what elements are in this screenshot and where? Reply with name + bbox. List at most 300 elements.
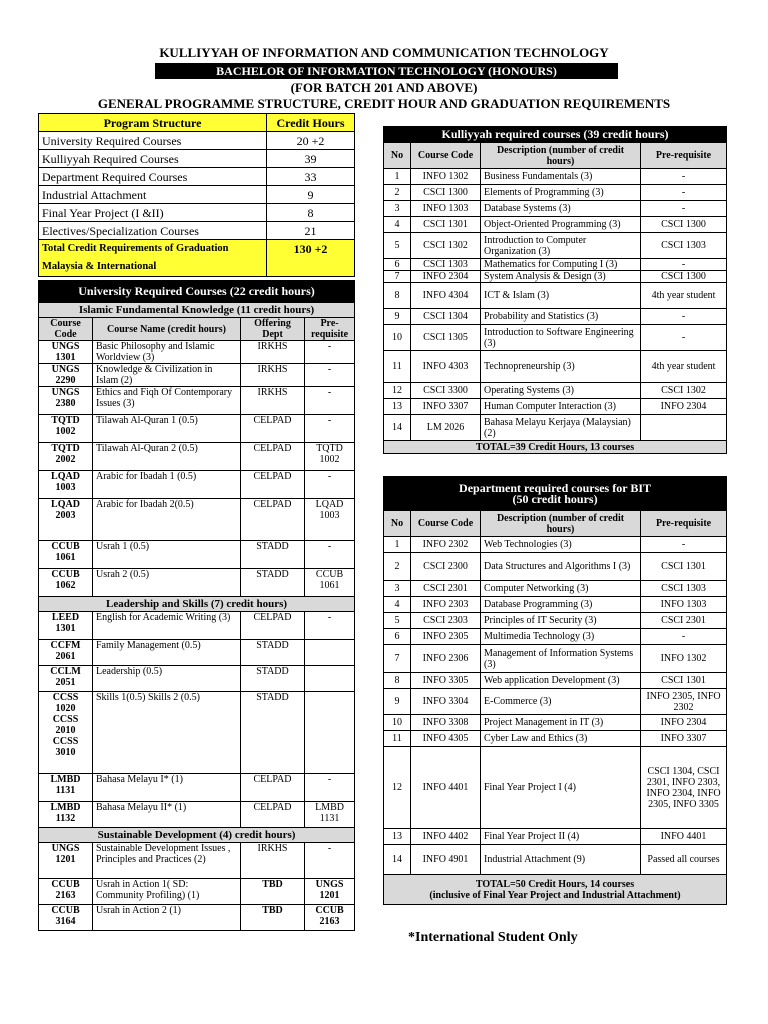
course-code: LMBD 1131	[39, 774, 93, 802]
prerequisite: CSCI 1301	[641, 673, 727, 689]
course-description: Business Fundamentals (3)	[481, 169, 641, 185]
course-description: Principles of IT Security (3)	[481, 613, 641, 629]
department-title-row	[384, 477, 727, 511]
prerequisite: -	[641, 537, 727, 553]
prerequisite: CCUB 2163	[305, 905, 355, 931]
row-number: 2	[384, 553, 411, 581]
course-description: Elements of Programming (3)	[481, 185, 641, 201]
prerequisite: INFO 2304	[641, 399, 727, 415]
course-name: Usrah 2 (0.5)	[93, 569, 241, 597]
row-number: 2	[384, 185, 411, 201]
course-code: INFO 2302	[411, 537, 481, 553]
row-number: 9	[384, 689, 411, 715]
row-number: 14	[384, 415, 411, 441]
course-description: Industrial Attachment (9)	[481, 845, 641, 875]
summary-label: Electives/Specialization Courses	[39, 222, 267, 240]
course-code: INFO 4901	[411, 845, 481, 875]
course-name: Ethics and Fiqh Of Contemporary Issues (3)	[93, 387, 241, 415]
prerequisite	[305, 640, 355, 666]
course-description: Bahasa Melayu Kerjaya (Malaysian) (2)	[481, 415, 641, 441]
col-prerequisite: Pre-requisite	[641, 143, 727, 169]
course-name: Usrah in Action 2 (1)	[93, 905, 241, 931]
prerequisite: INFO 2304	[641, 715, 727, 731]
course-name: Basic Philosophy and Islamic Worldview (3)	[93, 341, 241, 364]
prerequisite: UNGS 1201	[305, 879, 355, 905]
prerequisite: 4th year student	[641, 283, 727, 309]
table-row	[39, 569, 355, 597]
course-code: CSCI 1303	[411, 259, 481, 271]
table-row	[384, 383, 727, 399]
prerequisite: -	[641, 201, 727, 217]
row-number: 6	[384, 259, 411, 271]
summary-value: 39	[267, 150, 355, 168]
course-code: INFO 1302	[411, 169, 481, 185]
university-section-row	[39, 828, 355, 843]
course-name: Tilawah Al-Quran 2 (0.5)	[93, 443, 241, 471]
course-code: CSCI 2303	[411, 613, 481, 629]
course-name: Skills 1(0.5) Skills 2 (0.5)	[93, 692, 241, 774]
department-title-line1: Department required courses for BIT	[459, 480, 652, 495]
course-description: Operating Systems (3)	[481, 383, 641, 399]
summary-value: 9	[267, 186, 355, 204]
table-row	[384, 845, 727, 875]
col-prerequisite: Pre-requisite	[305, 318, 355, 341]
table-row	[384, 283, 727, 309]
prerequisite: CCUB 1061	[305, 569, 355, 597]
summary-label: Final Year Project (I &II)	[39, 204, 267, 222]
table-row	[384, 325, 727, 351]
offering-dept: CELPAD	[241, 612, 305, 640]
course-name: Arabic for Ibadah 2(0.5)	[93, 499, 241, 541]
table-row	[384, 537, 727, 553]
course-code: INFO 2304	[411, 271, 481, 283]
course-code: CSCI 2301	[411, 581, 481, 597]
prerequisite: -	[641, 259, 727, 271]
table-row	[39, 222, 355, 240]
prerequisite: 4th year student	[641, 351, 727, 383]
row-number: 9	[384, 309, 411, 325]
course-name: English for Academic Writing (3)	[93, 612, 241, 640]
prerequisite: -	[641, 629, 727, 645]
course-code: CCUB 1061	[39, 541, 93, 569]
prerequisite: -	[641, 185, 727, 201]
row-number: 7	[384, 271, 411, 283]
structure-title: GENERAL PROGRAMME STRUCTURE, CREDIT HOUR AND GRADUATION REQUIREMENTS	[97, 96, 671, 111]
summary-total-label-2: Malaysia & International	[42, 261, 157, 272]
international-student-note: *International Student Only	[408, 930, 578, 945]
offering-dept: IRKHS	[241, 341, 305, 364]
department-total-row	[384, 875, 727, 905]
course-description: Introduction to Software Engineering (3)	[481, 325, 641, 351]
table-row	[384, 715, 727, 731]
table-row	[384, 747, 727, 829]
offering-dept: CELPAD	[241, 802, 305, 828]
course-description: Web application Development (3)	[481, 673, 641, 689]
course-description: E-Commerce (3)	[481, 689, 641, 715]
prerequisite: -	[641, 325, 727, 351]
offering-dept: IRKHS	[241, 387, 305, 415]
course-code: CCFM 2061	[39, 640, 93, 666]
table-row	[39, 541, 355, 569]
course-code: CSCI 2300	[411, 553, 481, 581]
offering-dept: IRKHS	[241, 843, 305, 879]
offering-dept: STADD	[241, 692, 305, 774]
course-code: CCUB 3164	[39, 905, 93, 931]
course-code: LQAD 2003	[39, 499, 93, 541]
course-code: CSCI 1305	[411, 325, 481, 351]
course-description: Management of Information Systems (3)	[481, 645, 641, 673]
faculty-title: KULLIYYAH OF INFORMATION AND COMMUNICATION TECHNOLOGY	[159, 45, 609, 60]
prerequisite: -	[305, 843, 355, 879]
course-description: Human Computer Interaction (3)	[481, 399, 641, 415]
course-name: Knowledge & Civilization in Islam (2)	[93, 364, 241, 387]
course-code: INFO 3308	[411, 715, 481, 731]
prerequisite	[305, 666, 355, 692]
kulliyyah-courses-table	[383, 126, 727, 454]
summary-label: Industrial Attachment	[39, 186, 267, 204]
offering-dept: STADD	[241, 541, 305, 569]
course-code: TQTD 1002	[39, 415, 93, 443]
row-number: 10	[384, 715, 411, 731]
table-row	[384, 309, 727, 325]
table-row	[39, 387, 355, 415]
department-total-line1: TOTAL=50 Credit Hours, 14 courses	[475, 878, 635, 890]
row-number: 4	[384, 217, 411, 233]
course-name: Bahasa Melayu I* (1)	[93, 774, 241, 802]
course-code: CSCI 1302	[411, 233, 481, 259]
course-code: UNGS 2290	[39, 364, 93, 387]
prerequisite: -	[305, 387, 355, 415]
prerequisite	[641, 415, 727, 441]
university-section-title: Leadership and Skills (7) credit hours)	[39, 597, 355, 612]
course-code: INFO 4401	[411, 747, 481, 829]
course-description: Technopreneurship (3)	[481, 351, 641, 383]
row-number: 12	[384, 747, 411, 829]
prerequisite: -	[305, 415, 355, 443]
prerequisite: CSCI 1303	[641, 581, 727, 597]
prerequisite: -	[305, 341, 355, 364]
course-description: Final Year Project I (4)	[481, 747, 641, 829]
table-row	[384, 629, 727, 645]
course-code: CCUB 1062	[39, 569, 93, 597]
kulliyyah-total: TOTAL=39 Credit Hours, 13 courses	[384, 441, 727, 454]
row-number: 1	[384, 169, 411, 185]
summary-total-label	[39, 240, 267, 277]
offering-dept: TBD	[241, 905, 305, 931]
university-section-title: Sustainable Development (4) credit hours)	[39, 828, 355, 843]
course-description: Mathematics for Computing I (3)	[481, 259, 641, 271]
table-row	[39, 471, 355, 499]
table-row	[39, 640, 355, 666]
course-code: INFO 4303	[411, 351, 481, 383]
department-total-line2: (inclusive of Final Year Project and Industrial Attachment)	[429, 889, 681, 901]
course-description: System Analysis & Design (3)	[481, 271, 641, 283]
row-number: 11	[384, 351, 411, 383]
summary-total-value: 130 +2	[267, 240, 355, 277]
kulliyyah-title-row	[384, 127, 727, 143]
course-code: TQTD 2002	[39, 443, 93, 471]
col-prerequisite: Pre-requisite	[641, 511, 727, 537]
course-code: INFO 3307	[411, 399, 481, 415]
row-number: 10	[384, 325, 411, 351]
table-row	[384, 201, 727, 217]
course-code: UNGS 1201	[39, 843, 93, 879]
prerequisite: CSCI 1304, CSCI 2301, INFO 2303, INFO 2304, INFO 2305, INFO 3305	[641, 747, 727, 829]
table-row	[39, 150, 355, 168]
col-no: No	[384, 143, 411, 169]
department-header-row	[384, 511, 727, 537]
offering-dept: TBD	[241, 879, 305, 905]
course-code: LEED 1301	[39, 612, 93, 640]
prerequisite: TQTD 1002	[305, 443, 355, 471]
course-description: Multimedia Technology (3)	[481, 629, 641, 645]
table-row	[384, 581, 727, 597]
table-row	[384, 233, 727, 259]
table-row	[39, 843, 355, 879]
course-name: Usrah in Action 1( SD: Community Profiling) (1)	[93, 879, 241, 905]
table-row	[384, 597, 727, 613]
table-row	[384, 645, 727, 673]
course-description: Cyber Law and Ethics (3)	[481, 731, 641, 747]
col-course-code: Course Code	[411, 143, 481, 169]
department-title	[384, 477, 727, 511]
summary-value: 21	[267, 222, 355, 240]
prerequisite: INFO 4401	[641, 829, 727, 845]
offering-dept: STADD	[241, 569, 305, 597]
table-row	[384, 217, 727, 233]
summary-value: 33	[267, 168, 355, 186]
row-number: 8	[384, 673, 411, 689]
prerequisite: CSCI 1303	[641, 233, 727, 259]
course-code: CSCI 1304	[411, 309, 481, 325]
offering-dept: STADD	[241, 640, 305, 666]
course-description: Computer Networking (3)	[481, 581, 641, 597]
row-number: 5	[384, 613, 411, 629]
course-name: Family Management (0.5)	[93, 640, 241, 666]
summary-total-row	[39, 240, 355, 277]
col-description: Description (number of credit hours)	[481, 143, 641, 169]
university-title-row	[39, 281, 355, 303]
prerequisite: INFO 2305, INFO 2302	[641, 689, 727, 715]
programme-summary-table	[38, 113, 355, 277]
table-row	[39, 168, 355, 186]
table-row	[39, 879, 355, 905]
table-row	[384, 731, 727, 747]
course-description: Database Systems (3)	[481, 201, 641, 217]
prerequisite: INFO 1303	[641, 597, 727, 613]
offering-dept: IRKHS	[241, 364, 305, 387]
batch-title: (FOR BATCH 201 AND ABOVE)	[290, 80, 478, 95]
col-description: Description (number of credit hours)	[481, 511, 641, 537]
col-course-code: Course Code	[411, 511, 481, 537]
course-description: ICT & Islam (3)	[481, 283, 641, 309]
prerequisite: CSCI 1300	[641, 271, 727, 283]
summary-total-label-1: Total Credit Requirements of Graduation	[42, 243, 229, 254]
table-row	[39, 341, 355, 364]
row-number: 3	[384, 581, 411, 597]
department-total	[384, 875, 727, 905]
course-code: INFO 4305	[411, 731, 481, 747]
course-code: CCLM 2051	[39, 666, 93, 692]
prerequisite: Passed all courses	[641, 845, 727, 875]
course-description: Project Management in IT (3)	[481, 715, 641, 731]
offering-dept: CELPAD	[241, 774, 305, 802]
summary-value: 8	[267, 204, 355, 222]
col-course-name: Course Name (credit hours)	[93, 318, 241, 341]
course-code: LM 2026	[411, 415, 481, 441]
table-row	[384, 259, 727, 271]
offering-dept: CELPAD	[241, 471, 305, 499]
course-code: LQAD 1003	[39, 471, 93, 499]
course-description: Database Programming (3)	[481, 597, 641, 613]
prerequisite	[305, 692, 355, 774]
course-name: Tilawah Al-Quran 1 (0.5)	[93, 415, 241, 443]
course-code: INFO 3305	[411, 673, 481, 689]
summary-label: University Required Courses	[39, 132, 267, 150]
prerequisite: -	[305, 364, 355, 387]
course-code: CSCI 1300	[411, 185, 481, 201]
row-number: 4	[384, 597, 411, 613]
table-row	[39, 499, 355, 541]
row-number: 8	[384, 283, 411, 309]
row-number: 13	[384, 399, 411, 415]
table-row	[384, 613, 727, 629]
table-row	[39, 364, 355, 387]
kulliyyah-total-row	[384, 441, 727, 454]
summary-header-row	[39, 114, 355, 132]
course-code: CSCI 1301	[411, 217, 481, 233]
course-code: INFO 2305	[411, 629, 481, 645]
university-section-row	[39, 303, 355, 318]
table-row	[384, 271, 727, 283]
prerequisite: LQAD 1003	[305, 499, 355, 541]
summary-value: 20 +2	[267, 132, 355, 150]
course-description: Data Structures and Algorithms I (3)	[481, 553, 641, 581]
course-code: UNGS 1301	[39, 341, 93, 364]
row-number: 7	[384, 645, 411, 673]
course-code: INFO 3304	[411, 689, 481, 715]
summary-label: Kulliyyah Required Courses	[39, 150, 267, 168]
prerequisite: -	[641, 169, 727, 185]
row-number: 11	[384, 731, 411, 747]
prerequisite: -	[305, 541, 355, 569]
row-number: 5	[384, 233, 411, 259]
table-row	[384, 689, 727, 715]
row-number: 12	[384, 383, 411, 399]
table-row	[384, 399, 727, 415]
prerequisite: CSCI 2301	[641, 613, 727, 629]
table-row	[39, 132, 355, 150]
row-number: 1	[384, 537, 411, 553]
table-row	[39, 443, 355, 471]
course-code: LMBD 1132	[39, 802, 93, 828]
course-description: Final Year Project II (4)	[481, 829, 641, 845]
course-code: CCUB 2163	[39, 879, 93, 905]
table-row	[39, 415, 355, 443]
offering-dept: CELPAD	[241, 443, 305, 471]
prerequisite: CSCI 1302	[641, 383, 727, 399]
table-row	[384, 169, 727, 185]
table-row	[384, 673, 727, 689]
prerequisite: -	[641, 309, 727, 325]
table-row	[39, 905, 355, 931]
summary-col-structure: Program Structure	[39, 114, 267, 132]
department-title-line2: (50 credit hours)	[512, 491, 598, 506]
university-title: University Required Courses (22 credit hours)	[39, 281, 355, 303]
course-description: Probability and Statistics (3)	[481, 309, 641, 325]
course-code: INFO 2303	[411, 597, 481, 613]
table-row	[384, 185, 727, 201]
table-row	[384, 415, 727, 441]
course-code: INFO 1303	[411, 201, 481, 217]
table-row	[39, 666, 355, 692]
prerequisite: INFO 3307	[641, 731, 727, 747]
course-name: Bahasa Melayu II* (1)	[93, 802, 241, 828]
programme-title: BACHELOR OF INFORMATION TECHNOLOGY (HONOURS)	[155, 63, 618, 79]
table-row	[39, 186, 355, 204]
kulliyyah-title: Kulliyyah required courses (39 credit hours)	[384, 127, 727, 143]
table-row	[39, 204, 355, 222]
table-row	[384, 829, 727, 845]
col-offering-dept: Offering Dept	[241, 318, 305, 341]
prerequisite: CSCI 1301	[641, 553, 727, 581]
course-code: INFO 4304	[411, 283, 481, 309]
table-row	[39, 802, 355, 828]
course-name: Usrah 1 (0.5)	[93, 541, 241, 569]
course-code: UNGS 2380	[39, 387, 93, 415]
course-code: CSCI 3300	[411, 383, 481, 399]
course-description: Object-Oriented Programming (3)	[481, 217, 641, 233]
course-name: Arabic for Ibadah 1 (0.5)	[93, 471, 241, 499]
course-description: Web Technologies (3)	[481, 537, 641, 553]
course-code: INFO 2306	[411, 645, 481, 673]
table-row	[384, 351, 727, 383]
kulliyyah-header-row	[384, 143, 727, 169]
course-name: Leadership (0.5)	[93, 666, 241, 692]
course-name: Sustainable Development Issues , Principles and Practices (2)	[93, 843, 241, 879]
prerequisite: INFO 1302	[641, 645, 727, 673]
prerequisite: -	[305, 471, 355, 499]
table-row	[384, 553, 727, 581]
course-code: CCSS 1020 CCSS 2010 CCSS 3010	[39, 692, 93, 774]
prerequisite: -	[305, 612, 355, 640]
prerequisite: -	[305, 774, 355, 802]
university-header-row	[39, 318, 355, 341]
offering-dept: STADD	[241, 666, 305, 692]
table-row	[39, 612, 355, 640]
department-courses-table	[383, 476, 727, 905]
table-row	[39, 774, 355, 802]
row-number: 3	[384, 201, 411, 217]
row-number: 14	[384, 845, 411, 875]
col-course-code: Course Code	[39, 318, 93, 341]
course-description: Introduction to Computer Organization (3)	[481, 233, 641, 259]
offering-dept: CELPAD	[241, 499, 305, 541]
col-no: No	[384, 511, 411, 537]
university-section-row	[39, 597, 355, 612]
prerequisite: LMBD 1131	[305, 802, 355, 828]
offering-dept: CELPAD	[241, 415, 305, 443]
row-number: 13	[384, 829, 411, 845]
university-section-title: Islamic Fundamental Knowledge (11 credit hours)	[39, 303, 355, 318]
row-number: 6	[384, 629, 411, 645]
prerequisite: CSCI 1300	[641, 217, 727, 233]
course-code: INFO 4402	[411, 829, 481, 845]
table-row	[39, 692, 355, 774]
summary-label: Department Required Courses	[39, 168, 267, 186]
university-courses-table	[38, 280, 355, 931]
summary-col-credits: Credit Hours	[267, 114, 355, 132]
